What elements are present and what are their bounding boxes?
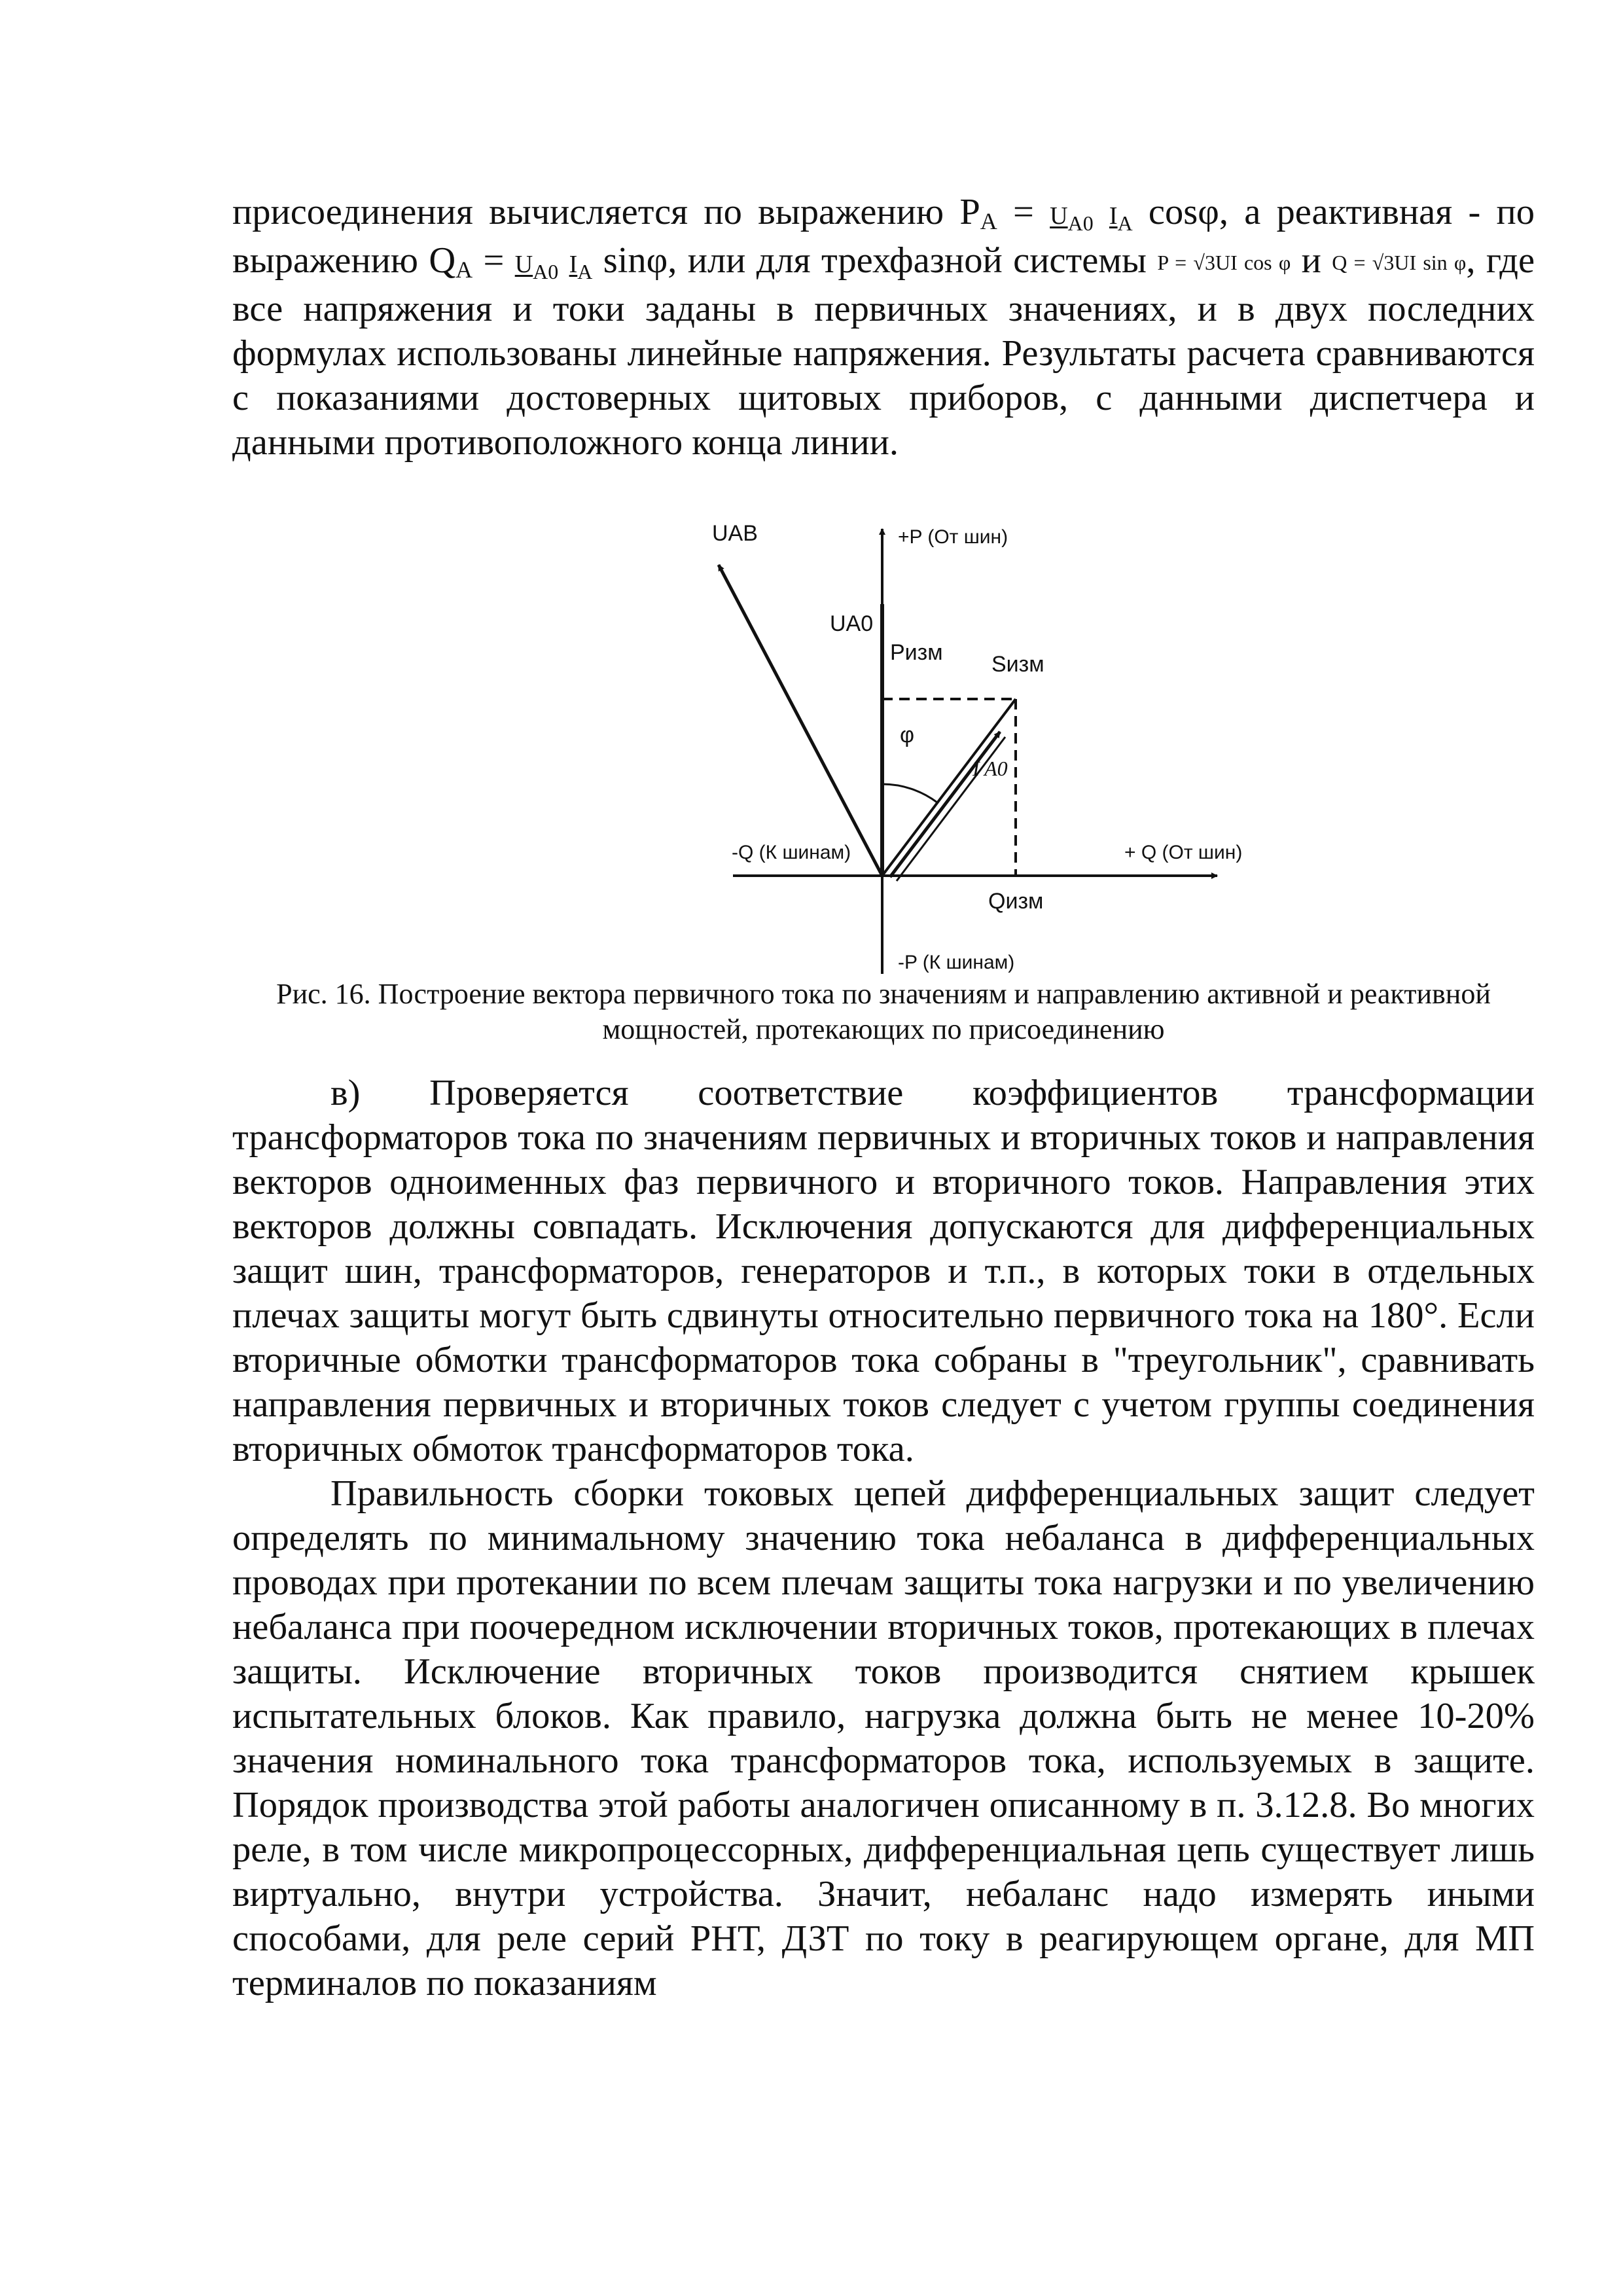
formula-i-a: $I_A$ bbox=[1109, 202, 1133, 235]
label-s-meas: Sизм bbox=[991, 652, 1044, 677]
phasor-diagram-drawing bbox=[458, 490, 1309, 974]
phi-arc bbox=[882, 784, 937, 802]
formula-p-three-phase: P = √3UI cos φ bbox=[1157, 251, 1291, 274]
label-phi: φ bbox=[900, 723, 915, 747]
paragraph-differential-check: Правильность сборки токовых цепей дифференциальных защит следует определять по минимальному значению тока небаланса в дифференциальных проводах при протекании по всем плечам защиты тока нагрузки и по увеличению небаланса при поочередном исключении вторичных токов, протекающих в плечах защиты. Исключение вторичных токов производится снятием крышек испытательных блоков. Как правило, нагрузка должна быть не менее 10-20% значения номинального тока трансформаторов тока, используемых в защите. Порядок производства этой работы аналогичен описанному в п. 3.12.8. Во многих реле, в том числе микропроцессорных, дифференциальная цепь существует лишь виртуально, внутри устройства. Значит, небаланс надо измерять иными способами, для реле серий РНТ, ДЗТ по току в реагирующем органе, для МП терминалов по показаниям bbox=[232, 1473, 1535, 2003]
label-q-plus: + Q (От шин) bbox=[1124, 842, 1243, 863]
label-p-plus: +P (От шин) bbox=[898, 526, 1008, 548]
formula-u-a0: $U_{A0}$ bbox=[1050, 202, 1094, 235]
label-q-meas: Qизм bbox=[988, 889, 1044, 914]
paragraph-ct-ratio-check: в) Проверяется соответствие коэффициентов трансформации трансформаторов тока по значениям первичных и вторичных токов и направления векторов одноименных фаз первичного и вторичного токов. Направления этих векторов должны совпадать. Исключения допускаются для дифференциальных защит шин, трансформаторов, генераторов и т.п., в которых токи в отдельных плечах защиты могут быть сдвинуты относительно первичного тока на 180°. Если вторичные обмотки трансформаторов тока собраны в "треугольник", сравнивать направления первичных и вторичных токов следует с учетом группы соединения вторичных обмоток трансформаторов тока. bbox=[232, 1073, 1535, 1469]
label-uab: UAB bbox=[712, 521, 758, 546]
label-p-minus: -P (К шинам) bbox=[898, 952, 1015, 973]
label-ua0: UA0 bbox=[830, 611, 874, 636]
page-content bbox=[232, 190, 1535, 2005]
paragraph-power-formulas: присоединения вычисляется по выражению $P_A = U_{A0}$ $I_A$ cosφ, а реактивная - по выражению $Q_A = U_{A0}$ $I_A$ sinφ, или для трехфазной системы P = √3UI cos φ и Q = √3UI sin φ, где все напряжения и токи заданы в первичных значениях, и в двух последних формулах использованы линейные напряжения. Результаты расчета сравниваются с показаниями достоверных щитовых приборов, с данными диспетчера и данными противоположного конца линии. bbox=[232, 192, 1535, 463]
label-p-meas: Pизм bbox=[890, 640, 943, 665]
vector-ia0 bbox=[890, 732, 1000, 877]
figure-caption: Рис. 16. Построение вектора первичного тока по значениям и направлению активной и реактивной мощностей, протекающих по присоединению bbox=[276, 978, 1491, 1045]
label-ia0: I A0 bbox=[972, 757, 1008, 780]
formula-q-three-phase: Q = √3UI sin φ bbox=[1332, 251, 1467, 274]
formula-u-a0-2: $U_{A0}$ bbox=[514, 251, 559, 283]
phasor-diagram bbox=[458, 490, 1309, 974]
formula-i-a-2: $I_A$ bbox=[569, 251, 593, 283]
label-q-minus: -Q (К шинам) bbox=[732, 842, 851, 863]
